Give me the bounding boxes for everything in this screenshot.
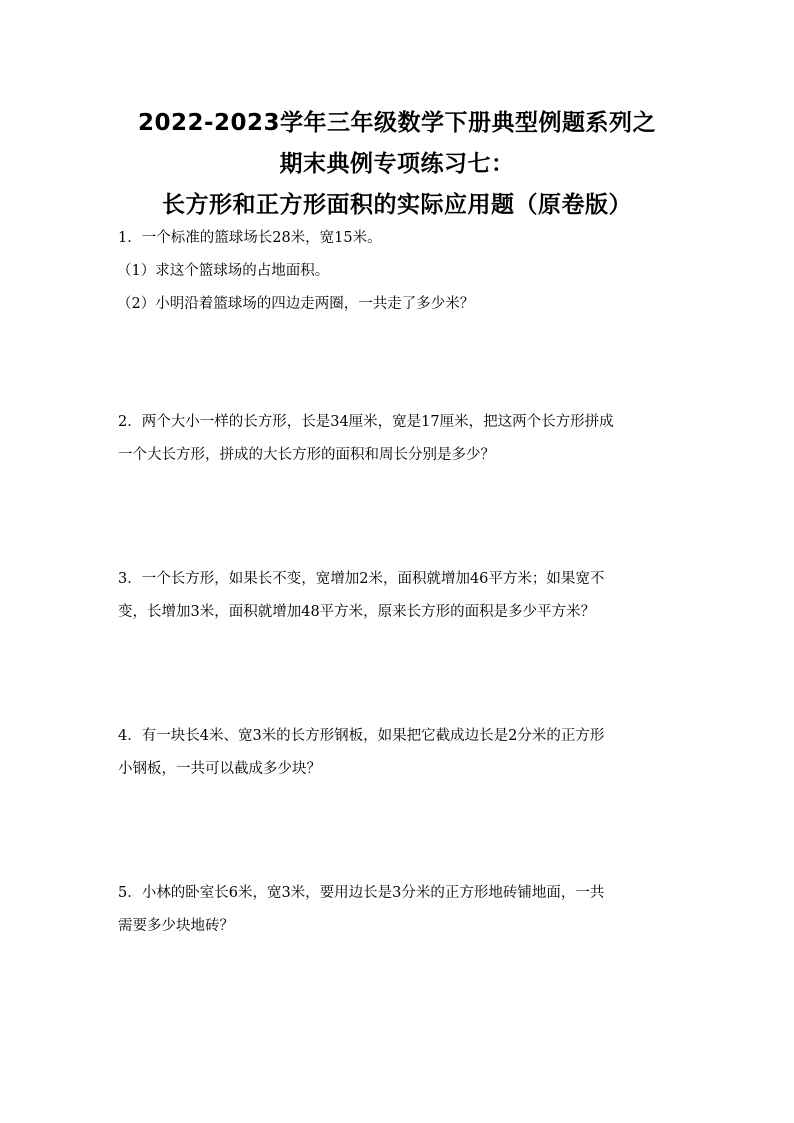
- document-title-line-1: 2022-2023学年三年级数学下册典型例题系列之: [137, 110, 657, 136]
- question-1-part-1: （1）求这个篮球场的占地面积。: [117, 263, 330, 279]
- question-1-part-2: （2）小明沿着篮球场的四边走两圈，一共走了多少米？: [117, 296, 475, 312]
- question-4-line-2: 小钢板，一共可以截成多少块？: [118, 761, 321, 777]
- question-2-line-1: 2．两个大小一样的长方形，长是34厘米，宽是17厘米，把这两个长方形拼成: [118, 414, 614, 430]
- question-1-text: 1．一个标准的篮球场长28米，宽15米。: [118, 230, 382, 246]
- question-5-line-2: 需要多少块地砖？: [118, 918, 234, 934]
- question-2-line-2: 一个大长方形，拼成的大长方形的面积和周长分别是多少？: [118, 447, 495, 463]
- document-title-line-2: 期末典例专项练习七：: [279, 151, 515, 177]
- question-3-line-1: 3．一个长方形，如果长不变，宽增加2米，面积就增加46平方米；如果宽不: [118, 571, 605, 587]
- question-5-line-1: 5．小林的卧室长6米，宽3米，要用边长是3分米的正方形地砖铺地面，一共: [118, 885, 605, 901]
- question-4-line-1: 4．有一块长4米、宽3米的长方形钢板，如果把它截成边长是2分米的正方形: [118, 728, 605, 744]
- question-3-line-2: 变，长增加3米，面积就增加48平方米，原来长方形的面积是多少平方米？: [118, 604, 596, 620]
- document-title-line-3: 长方形和正方形面积的实际应用题（原卷版）: [162, 192, 632, 218]
